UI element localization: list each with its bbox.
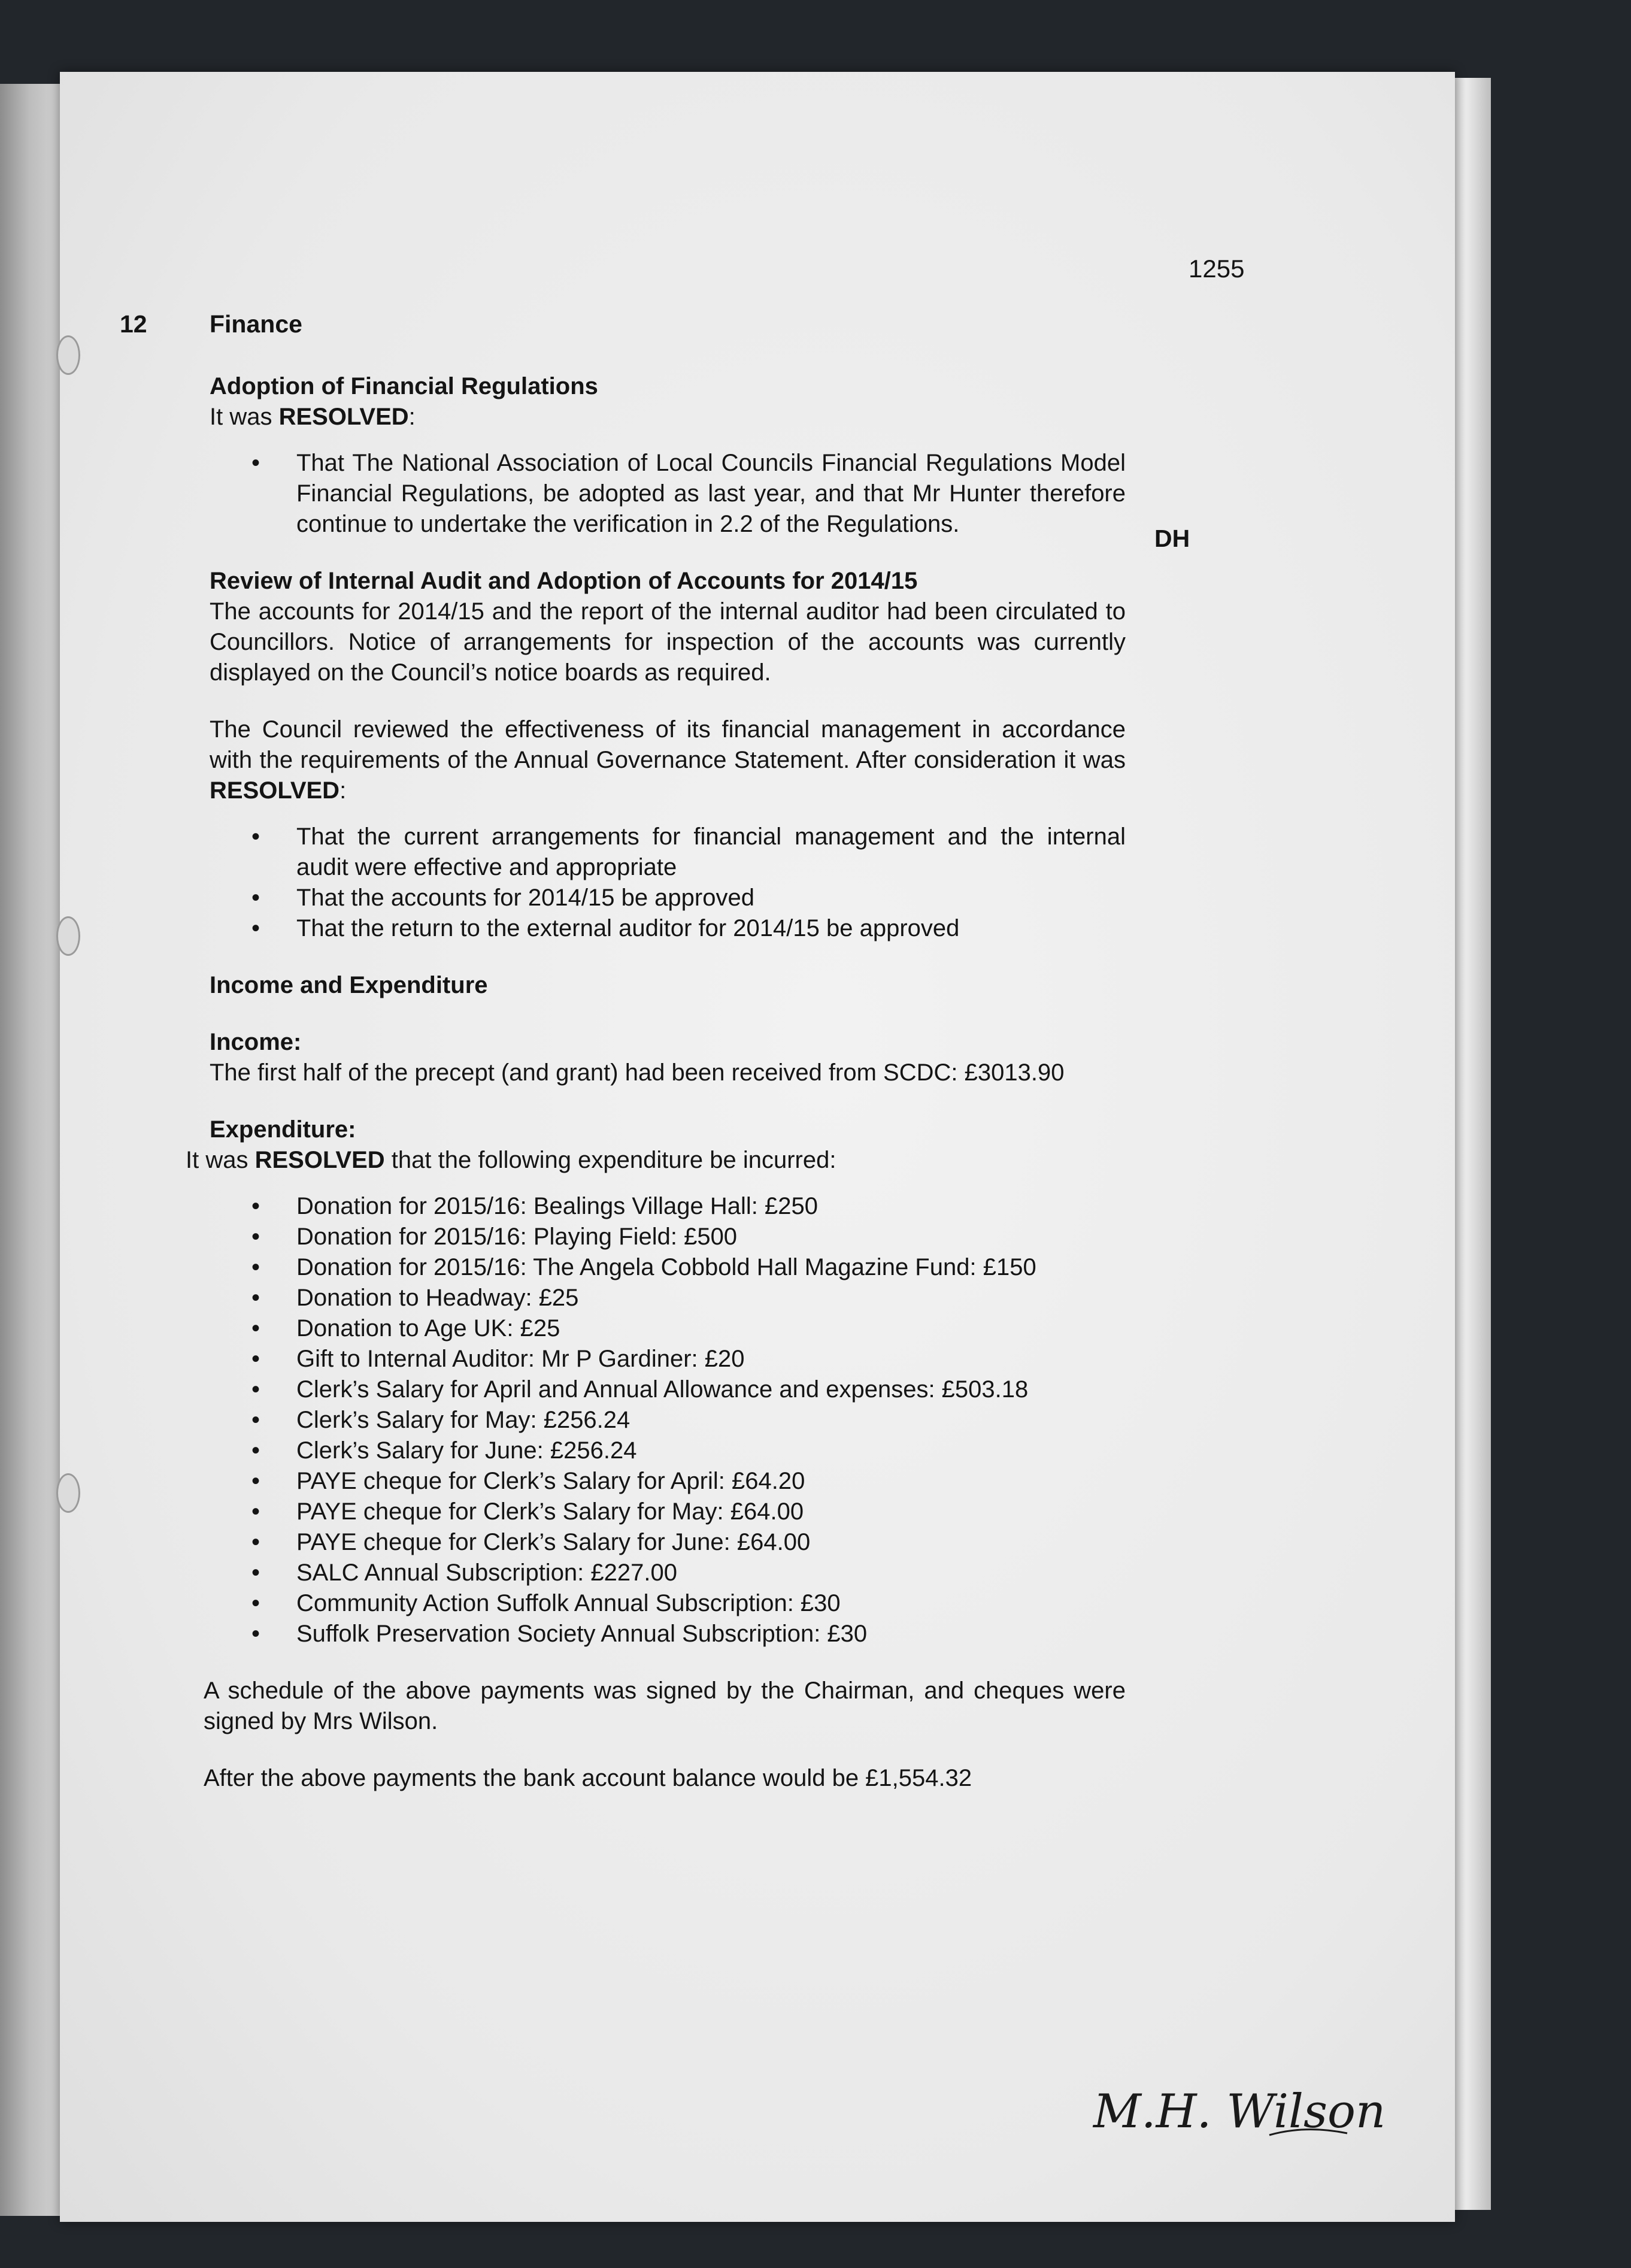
income-heading: Income: — [210, 1029, 302, 1055]
resolved-word: RESOLVED — [278, 404, 409, 430]
list-item: • Donation for 2015/16: Bealings Village Hall: £250 — [210, 1191, 1126, 1222]
audit-resolution — [210, 714, 1126, 806]
list-item: • That the accounts for 2014/15 be approved — [210, 883, 1126, 913]
expenditure-heading: Expenditure: — [210, 1116, 356, 1143]
action-owner: DH — [1154, 525, 1190, 552]
book-spine-left — [0, 84, 66, 2216]
resolved-prefix: It was — [210, 404, 279, 430]
signature — [1090, 2078, 1386, 2144]
resolved-word: RESOLVED — [254, 1147, 385, 1173]
list-item: • PAYE cheque for Clerk’s Salary for May: £64.00 — [210, 1497, 1126, 1527]
income-expenditure-heading: Income and Expenditure — [210, 972, 488, 998]
adoption-heading: Adoption of Financial Regulations — [210, 373, 598, 399]
balance-text: After the above payments the bank account balance would be £1,554.32 — [204, 1765, 972, 1791]
list-item: • That the current arrangements for financial management and the internal audit were effective and appropriate — [210, 822, 1126, 883]
section-number: 12 — [120, 310, 147, 338]
expenditure-list — [210, 1191, 1126, 1649]
list-item: • Clerk’s Salary for June: £256.24 — [210, 1436, 1126, 1466]
resolution-text: It was — [186, 1147, 255, 1173]
section-title: Finance — [210, 310, 302, 338]
punch-hole — [56, 335, 80, 375]
resolved-suffix: : — [408, 404, 416, 430]
list-item: • SALC Annual Subscription: £227.00 — [210, 1558, 1126, 1588]
list-item: • Suffolk Preservation Society Annual Subscription: £30 — [210, 1619, 1126, 1649]
income-text: The first half of the precept (and grant) had been received from SCDC: £3013.90 — [210, 1059, 1065, 1086]
page-stack-right — [1449, 78, 1491, 2210]
list-item: • Clerk’s Salary for April and Annual Allowance and expenses: £503.18 — [210, 1374, 1126, 1405]
punch-hole — [56, 1473, 80, 1513]
list-item: • Donation for 2015/16: Playing Field: £500 — [210, 1222, 1126, 1252]
list-item: • Donation to Headway: £25 — [210, 1283, 1126, 1313]
expenditure-resolution — [186, 1145, 1126, 1176]
list-item: • Clerk’s Salary for May: £256.24 — [210, 1405, 1126, 1436]
resolution-text: that the following expenditure be incurred: — [384, 1147, 836, 1173]
list-item: • PAYE cheque for Clerk’s Salary for June: £64.00 — [210, 1527, 1126, 1558]
list-item: • Donation to Age UK: £25 — [210, 1313, 1126, 1344]
resolved-word: RESOLVED — [210, 777, 340, 804]
minutes-body — [186, 371, 1126, 1794]
list-item: • Gift to Internal Auditor: Mr P Gardiner: £20 — [210, 1344, 1126, 1374]
signature-text: M.H. Wilson — [1093, 2085, 1386, 2139]
audit-paragraph: The accounts for 2014/15 and the report of the internal auditor had been circulated to Councillors. Notice of arrangements for inspection of the accounts was currently displayed on the Council’s notice boards as required. — [210, 598, 1126, 686]
resolution-text: The Council reviewed the effectiveness of its financial management in accordance with the requirements of the Annual Governance Statement. After consideration it was — [210, 716, 1126, 773]
punch-hole — [56, 916, 80, 956]
audit-bullets — [210, 822, 1126, 944]
list-item: • PAYE cheque for Clerk’s Salary for April: £64.20 — [210, 1466, 1126, 1497]
resolved-suffix: : — [339, 777, 347, 804]
list-item: • That The National Association of Local Councils Financial Regulations Model Financial Regulations, be adopted as last year, and that Mr Hunter therefore continue to undertake the verification in 2.2 of the Regulations. — [210, 448, 1126, 540]
list-item: • Community Action Suffolk Annual Subscription: £30 — [210, 1588, 1126, 1619]
adoption-resolved-line — [210, 402, 1126, 432]
schedule-text: A schedule of the above payments was signed by the Chairman, and cheques were signed by Mrs Wilson. — [204, 1677, 1126, 1734]
list-item: • That the return to the external auditor for 2014/15 be approved — [210, 913, 1126, 944]
adoption-bullets — [210, 448, 1126, 540]
list-item: • Donation for 2015/16: The Angela Cobbold Hall Magazine Fund: £150 — [210, 1252, 1126, 1283]
page-number: 1255 — [1189, 255, 1245, 283]
audit-heading: Review of Internal Audit and Adoption of Accounts for 2014/15 — [210, 568, 918, 594]
